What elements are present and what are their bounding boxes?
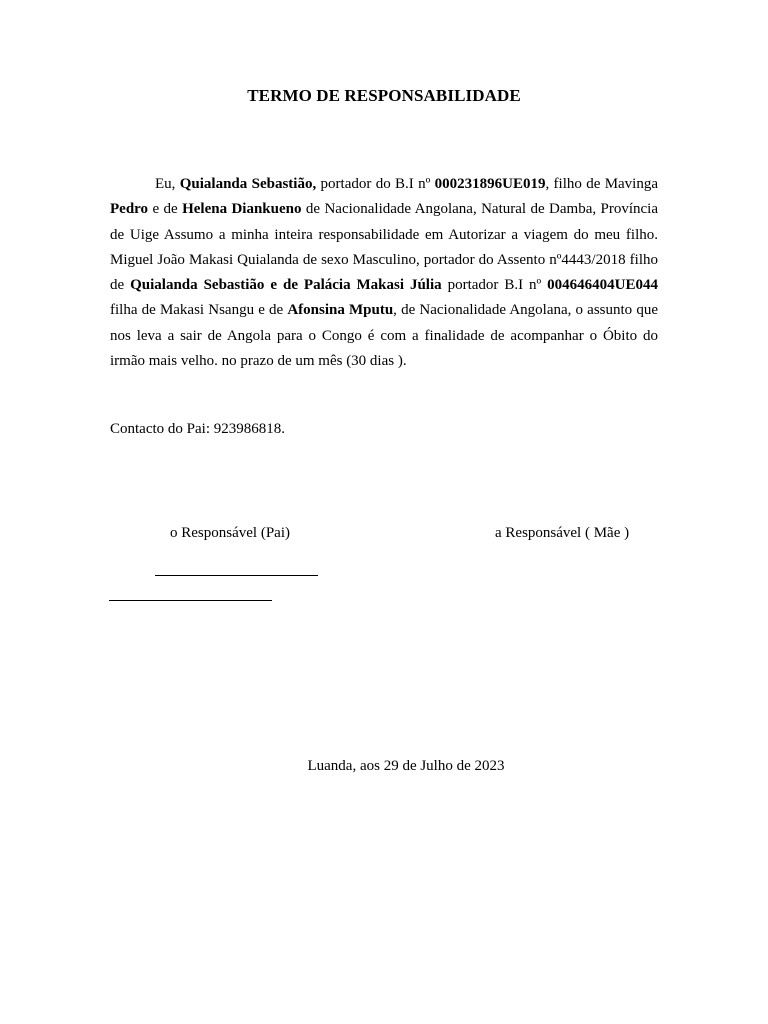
declarant-id-number: 000231896UE019 <box>434 176 546 192</box>
parents-of-child-names: Quialanda Sebastião e de Palácia Makasi Júlia <box>130 277 442 294</box>
body-text-segment: e de <box>148 201 183 218</box>
body-text-segment: portador do B.I nº <box>316 176 435 192</box>
mother-signature-label: a Responsável ( Mãe ) <box>495 525 630 541</box>
document-title: TERMO DE RESPONSABILIDADE <box>247 86 521 105</box>
place-and-date: Luanda, aos 29 de Julho de 2023 <box>307 758 505 774</box>
father-of-declarant-name: Pedro <box>110 201 149 218</box>
mother-of-declarant-name: Helena Diankueno <box>182 201 302 218</box>
mother-of-mother-name: Afonsina Mputu <box>287 302 394 319</box>
declaration-paragraph <box>110 172 658 374</box>
body-text-segment: filha de Makasi Nsangu e de <box>110 302 288 319</box>
declarant-name: Quialanda Sebastião, <box>179 176 317 192</box>
father-signature-label: o Responsável (Pai) <box>170 525 290 541</box>
father-signature-line <box>155 575 318 576</box>
body-text-segment: Eu, <box>155 176 180 192</box>
mother-id-number: 004646404UE044 <box>547 277 658 294</box>
body-text-segment: , filho de Mavinga <box>545 176 659 192</box>
father-contact: Contacto do Pai: 923986818. <box>110 421 285 437</box>
body-text-segment: de Nacionalidade Angolana, Natural de Damba, Província de Uige Assumo a minha inteira responsabilidade em Autorizar a viagem do meu filho. Miguel João Makasi Quialanda de sexo Masculino, portador do Assento nº4443/2018 filho de <box>110 201 658 294</box>
signature-line <box>109 600 272 601</box>
body-text-segment: portador B.I nº <box>441 277 548 294</box>
body-text-segment: , de Nacionalidade Angolana, o assunto que nos leva a sair de Angola para o Congo é com a finalidade de acompanhar o Óbito do irmão mais velho. no prazo de um mês (30 dias ). <box>110 302 658 370</box>
